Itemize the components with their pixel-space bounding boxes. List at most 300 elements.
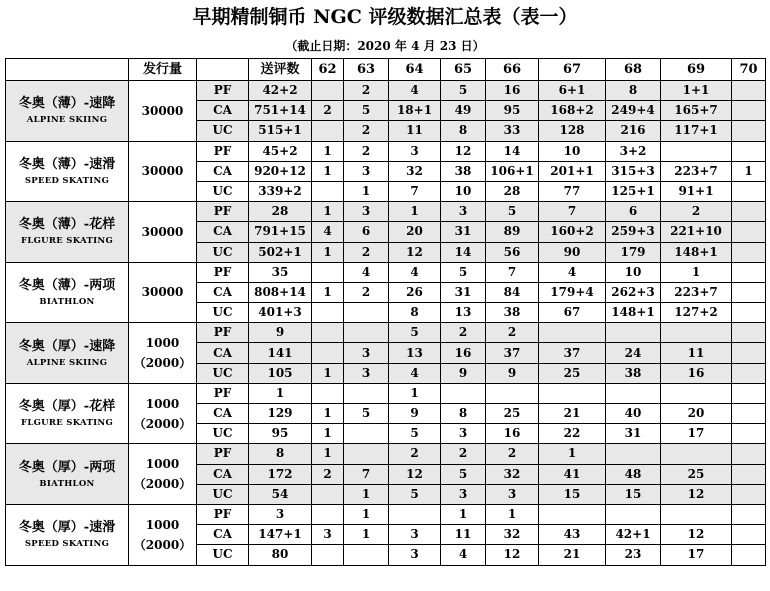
coin-name-cn: 冬奥（薄）-花样 xyxy=(18,217,116,233)
grade-type-cell: PF xyxy=(197,262,249,282)
grade-count-cell: 1 xyxy=(344,181,389,201)
coin-name-en: FLGURE SKATING xyxy=(20,236,114,247)
header-grade-63: 63 xyxy=(344,59,389,81)
grade-count-cell xyxy=(606,504,661,524)
grade-type-cell: CA xyxy=(197,343,249,363)
total-submitted-cell: 80 xyxy=(249,545,312,565)
grade-count-cell: 1 xyxy=(389,202,441,222)
issue-quantity: 30000 xyxy=(141,164,184,179)
grade-count-cell: 17 xyxy=(661,424,732,444)
grade-type-cell: PF xyxy=(197,81,249,101)
grade-count-cell xyxy=(661,504,732,524)
grade-count-cell: 5 xyxy=(344,101,389,121)
grade-count-cell: 3 xyxy=(441,202,486,222)
grade-count-cell: 12 xyxy=(389,242,441,262)
header-total: 送评数 xyxy=(249,59,312,81)
grade-count-cell xyxy=(661,444,732,464)
grade-count-cell: 125+1 xyxy=(606,181,661,201)
coin-name-en: BIATHLON xyxy=(39,478,95,489)
header-name-cell xyxy=(6,59,129,81)
grade-count-cell: 1 xyxy=(312,363,344,383)
grade-count-cell: 1 xyxy=(344,484,389,504)
grade-count-cell: 165+7 xyxy=(661,101,732,121)
grade-count-cell: 8 xyxy=(441,404,486,424)
total-submitted-cell: 791+15 xyxy=(249,222,312,242)
grade-count-cell: 25 xyxy=(486,404,539,424)
coin-name-cell xyxy=(6,202,129,263)
coin-name-en: FLGURE SKATING xyxy=(20,418,114,429)
grade-count-cell: 2 xyxy=(389,444,441,464)
grade-count-cell: 7 xyxy=(344,464,389,484)
issue-quantity: 30000 xyxy=(141,285,184,300)
grade-count-cell: 9 xyxy=(441,363,486,383)
grade-count-cell: 77 xyxy=(539,181,606,201)
grade-count-cell xyxy=(312,81,344,101)
grade-count-cell: 32 xyxy=(486,464,539,484)
coin-name-cell xyxy=(6,262,129,323)
grade-type-cell: PF xyxy=(197,141,249,161)
grade-type-cell: UC xyxy=(197,242,249,262)
grade-type-cell: CA xyxy=(197,101,249,121)
grade-count-cell: 179 xyxy=(606,242,661,262)
grade-count-cell: 42+1 xyxy=(606,525,661,545)
grade-count-cell: 15 xyxy=(539,484,606,504)
grade-type-cell: PF xyxy=(197,383,249,403)
grade-count-cell: 7 xyxy=(389,181,441,201)
coin-name-cn: 冬奥（厚）-速滑 xyxy=(18,520,116,536)
grade-count-cell: 4 xyxy=(389,363,441,383)
grade-count-cell: 3 xyxy=(486,484,539,504)
grade-count-cell: 1 xyxy=(486,504,539,524)
issue-quantity: 30000 xyxy=(141,224,184,239)
issue-quantity: 1000 xyxy=(145,517,180,532)
grade-count-cell: 8 xyxy=(606,81,661,101)
grade-count-cell xyxy=(732,323,766,343)
grade-count-cell: 3 xyxy=(389,525,441,545)
grade-count-cell: 262+3 xyxy=(606,282,661,302)
grade-count-cell: 12 xyxy=(441,141,486,161)
grade-type-cell: UC xyxy=(197,303,249,323)
grade-count-cell xyxy=(732,181,766,201)
grade-count-cell: 3 xyxy=(441,484,486,504)
grade-count-cell xyxy=(661,141,732,161)
issue-quantity-cell xyxy=(129,383,197,444)
grade-count-cell: 1 xyxy=(441,504,486,524)
total-submitted-cell: 9 xyxy=(249,323,312,343)
grade-count-cell: 4 xyxy=(389,262,441,282)
grade-count-cell: 22 xyxy=(539,424,606,444)
table-row xyxy=(6,202,766,222)
grade-count-cell: 10 xyxy=(441,181,486,201)
grade-count-cell: 5 xyxy=(389,424,441,444)
grade-count-cell: 16 xyxy=(486,424,539,444)
grade-count-cell: 106+1 xyxy=(486,161,539,181)
issue-quantity: （2000） xyxy=(133,416,192,431)
grade-count-cell: 7 xyxy=(539,202,606,222)
grade-count-cell xyxy=(732,121,766,141)
grade-count-cell: 6 xyxy=(606,202,661,222)
grade-count-cell: 32 xyxy=(389,161,441,181)
grade-count-cell: 168+2 xyxy=(539,101,606,121)
grade-type-cell: PF xyxy=(197,444,249,464)
issue-quantity-cell xyxy=(129,141,197,202)
grade-type-cell: CA xyxy=(197,282,249,302)
grade-count-cell xyxy=(732,282,766,302)
grade-count-cell: 12 xyxy=(661,525,732,545)
grade-count-cell xyxy=(732,363,766,383)
grade-count-cell xyxy=(732,464,766,484)
grade-count-cell: 1 xyxy=(312,404,344,424)
grade-count-cell: 4 xyxy=(312,222,344,242)
issue-quantity: 30000 xyxy=(141,103,184,118)
grade-count-cell: 9 xyxy=(486,363,539,383)
grade-count-cell: 21 xyxy=(539,404,606,424)
grade-count-cell: 31 xyxy=(441,222,486,242)
total-submitted-cell: 515+1 xyxy=(249,121,312,141)
grade-count-cell: 14 xyxy=(486,141,539,161)
grade-count-cell xyxy=(732,262,766,282)
header-grade-67: 67 xyxy=(539,59,606,81)
grade-count-cell: 11 xyxy=(441,525,486,545)
total-submitted-cell: 8 xyxy=(249,444,312,464)
grade-count-cell: 3 xyxy=(344,343,389,363)
grade-count-cell: 223+7 xyxy=(661,282,732,302)
total-submitted-cell: 95 xyxy=(249,424,312,444)
grade-count-cell: 2 xyxy=(486,323,539,343)
grade-count-cell: 128 xyxy=(539,121,606,141)
header-grade-70: 70 xyxy=(732,59,766,81)
grade-count-cell: 24 xyxy=(606,343,661,363)
total-submitted-cell: 1 xyxy=(249,383,312,403)
grade-count-cell: 3 xyxy=(344,202,389,222)
grade-count-cell xyxy=(344,383,389,403)
grade-count-cell: 7 xyxy=(486,262,539,282)
grade-count-cell: 1 xyxy=(539,444,606,464)
coin-name-en: ALPINE SKIING xyxy=(26,115,108,126)
grade-count-cell: 43 xyxy=(539,525,606,545)
grade-count-cell: 25 xyxy=(661,464,732,484)
grade-count-cell xyxy=(312,484,344,504)
grade-count-cell: 32 xyxy=(486,525,539,545)
grade-count-cell: 3 xyxy=(389,141,441,161)
grade-count-cell xyxy=(606,383,661,403)
grade-count-cell xyxy=(312,181,344,201)
coin-name-en: ALPINE SKIING xyxy=(26,357,108,368)
grade-count-cell: 3 xyxy=(312,525,344,545)
grade-count-cell xyxy=(732,404,766,424)
grade-count-cell xyxy=(732,343,766,363)
grade-count-cell xyxy=(732,424,766,444)
grade-count-cell: 5 xyxy=(441,262,486,282)
grade-count-cell: 3+2 xyxy=(606,141,661,161)
coin-name-cell xyxy=(6,504,129,565)
grade-type-cell: CA xyxy=(197,222,249,242)
grade-count-cell xyxy=(312,262,344,282)
grade-count-cell: 3 xyxy=(344,363,389,383)
grade-type-cell: UC xyxy=(197,484,249,504)
grade-count-cell: 12 xyxy=(389,464,441,484)
grade-count-cell xyxy=(732,141,766,161)
grade-count-cell xyxy=(312,383,344,403)
grade-count-cell: 48 xyxy=(606,464,661,484)
grade-count-cell: 259+3 xyxy=(606,222,661,242)
grade-count-cell: 37 xyxy=(539,343,606,363)
coin-name-en: BIATHLON xyxy=(39,296,95,307)
grade-count-cell xyxy=(732,202,766,222)
grade-count-cell xyxy=(312,303,344,323)
grade-count-cell: 10 xyxy=(606,262,661,282)
grade-count-cell xyxy=(312,121,344,141)
header-issue: 发行量 xyxy=(129,59,197,81)
coin-name-cn: 冬奥（厚）-两项 xyxy=(18,459,116,475)
issue-quantity: 1000 xyxy=(145,336,180,351)
coin-name-cn: 冬奥（厚）-速降 xyxy=(18,338,116,354)
grade-count-cell: 2 xyxy=(661,202,732,222)
grade-count-cell: 23 xyxy=(606,545,661,565)
coin-name-cell xyxy=(6,383,129,444)
grade-count-cell xyxy=(732,81,766,101)
issue-quantity-cell xyxy=(129,444,197,505)
issue-quantity-cell xyxy=(129,323,197,384)
grade-count-cell: 117+1 xyxy=(661,121,732,141)
grade-count-cell: 2 xyxy=(312,464,344,484)
grade-count-cell: 20 xyxy=(389,222,441,242)
issue-quantity: 1000 xyxy=(145,396,180,411)
grade-count-cell: 89 xyxy=(486,222,539,242)
grade-count-cell: 1+1 xyxy=(661,81,732,101)
grade-count-cell xyxy=(312,504,344,524)
grade-count-cell: 33 xyxy=(486,121,539,141)
grade-type-cell: CA xyxy=(197,404,249,424)
grade-type-cell: UC xyxy=(197,363,249,383)
grade-count-cell: 148+1 xyxy=(606,303,661,323)
ngc-grading-table xyxy=(5,58,766,566)
grade-type-cell: PF xyxy=(197,202,249,222)
grade-count-cell: 2 xyxy=(344,141,389,161)
grade-count-cell: 2 xyxy=(344,282,389,302)
table-row xyxy=(6,383,766,403)
grade-count-cell: 1 xyxy=(312,141,344,161)
table-row xyxy=(6,81,766,101)
page-subtitle: （截止日期：2020 年 4 月 23 日） xyxy=(285,39,485,53)
grade-count-cell: 4 xyxy=(539,262,606,282)
grade-count-cell: 1 xyxy=(732,161,766,181)
total-submitted-cell: 751+14 xyxy=(249,101,312,121)
grade-count-cell: 18+1 xyxy=(389,101,441,121)
coin-name-cell xyxy=(6,81,129,142)
grade-count-cell: 3 xyxy=(344,161,389,181)
grade-count-cell xyxy=(344,303,389,323)
grade-count-cell: 223+7 xyxy=(661,161,732,181)
grade-type-cell: CA xyxy=(197,161,249,181)
grade-count-cell: 90 xyxy=(539,242,606,262)
grade-count-cell xyxy=(732,545,766,565)
grade-count-cell: 16 xyxy=(441,343,486,363)
grade-count-cell: 2 xyxy=(441,444,486,464)
grade-count-cell: 2 xyxy=(344,242,389,262)
total-submitted-cell: 3 xyxy=(249,504,312,524)
grade-count-cell: 16 xyxy=(661,363,732,383)
grade-count-cell: 26 xyxy=(389,282,441,302)
total-submitted-cell: 141 xyxy=(249,343,312,363)
grade-count-cell: 37 xyxy=(486,343,539,363)
grade-count-cell: 13 xyxy=(441,303,486,323)
grade-count-cell: 11 xyxy=(389,121,441,141)
grade-type-cell: CA xyxy=(197,464,249,484)
coin-name-en: SPEED SKATING xyxy=(24,175,110,186)
total-submitted-cell: 147+1 xyxy=(249,525,312,545)
table-row xyxy=(6,323,766,343)
total-submitted-cell: 45+2 xyxy=(249,141,312,161)
grade-count-cell: 38 xyxy=(486,303,539,323)
issue-quantity: （2000） xyxy=(133,537,192,552)
total-submitted-cell: 502+1 xyxy=(249,242,312,262)
total-submitted-cell: 28 xyxy=(249,202,312,222)
header-grade-65: 65 xyxy=(441,59,486,81)
page-title: 早期精制铜币 NGC 评级数据汇总表（表一） xyxy=(192,6,578,28)
grade-count-cell xyxy=(732,525,766,545)
grade-count-cell: 21 xyxy=(539,545,606,565)
grade-count-cell: 8 xyxy=(389,303,441,323)
grade-count-cell xyxy=(661,383,732,403)
grade-count-cell xyxy=(606,323,661,343)
grade-count-cell: 5 xyxy=(389,323,441,343)
grade-count-cell: 5 xyxy=(441,464,486,484)
grade-count-cell: 12 xyxy=(486,545,539,565)
issue-quantity: 1000 xyxy=(145,457,180,472)
total-submitted-cell: 105 xyxy=(249,363,312,383)
grade-count-cell: 4 xyxy=(441,545,486,565)
grade-count-cell: 1 xyxy=(312,282,344,302)
grade-count-cell: 3 xyxy=(441,424,486,444)
coin-name-en: SPEED SKATING xyxy=(24,539,110,550)
grade-count-cell: 8 xyxy=(441,121,486,141)
total-submitted-cell: 54 xyxy=(249,484,312,504)
grade-count-cell: 5 xyxy=(486,202,539,222)
grade-count-cell xyxy=(312,545,344,565)
grade-count-cell: 160+2 xyxy=(539,222,606,242)
grade-count-cell: 67 xyxy=(539,303,606,323)
grade-count-cell: 13 xyxy=(389,343,441,363)
grade-count-cell: 56 xyxy=(486,242,539,262)
grade-count-cell xyxy=(344,424,389,444)
header-row xyxy=(6,59,766,81)
grade-count-cell: 38 xyxy=(441,161,486,181)
total-submitted-cell: 35 xyxy=(249,262,312,282)
grade-count-cell xyxy=(732,303,766,323)
grade-count-cell: 1 xyxy=(389,383,441,403)
grade-count-cell xyxy=(732,444,766,464)
grade-count-cell: 1 xyxy=(312,161,344,181)
grade-type-cell: UC xyxy=(197,181,249,201)
grade-count-cell: 17 xyxy=(661,545,732,565)
issue-quantity-cell xyxy=(129,202,197,263)
grade-count-cell: 315+3 xyxy=(606,161,661,181)
grade-count-cell xyxy=(606,444,661,464)
grade-count-cell xyxy=(732,101,766,121)
coin-name-cn: 冬奥（薄）-两项 xyxy=(18,277,116,293)
grade-count-cell xyxy=(732,242,766,262)
coin-name-cn: 冬奥（薄）-速滑 xyxy=(18,156,116,172)
issue-quantity-cell xyxy=(129,262,197,323)
grade-count-cell: 216 xyxy=(606,121,661,141)
total-submitted-cell: 808+14 xyxy=(249,282,312,302)
total-submitted-cell: 129 xyxy=(249,404,312,424)
header-grade-64: 64 xyxy=(389,59,441,81)
grade-count-cell: 5 xyxy=(441,81,486,101)
grade-count-cell: 1 xyxy=(312,424,344,444)
grade-count-cell xyxy=(661,323,732,343)
grade-count-cell: 11 xyxy=(661,343,732,363)
grade-count-cell: 10 xyxy=(539,141,606,161)
grade-count-cell: 95 xyxy=(486,101,539,121)
grade-count-cell xyxy=(344,444,389,464)
grade-count-cell: 4 xyxy=(344,262,389,282)
header-grade xyxy=(197,59,249,81)
grade-type-cell: CA xyxy=(197,525,249,545)
grade-count-cell: 148+1 xyxy=(661,242,732,262)
grade-count-cell xyxy=(486,383,539,403)
total-submitted-cell: 172 xyxy=(249,464,312,484)
grade-count-cell: 4 xyxy=(389,81,441,101)
grade-count-cell xyxy=(539,504,606,524)
grade-count-cell: 1 xyxy=(312,202,344,222)
grade-count-cell: 221+10 xyxy=(661,222,732,242)
grade-count-cell: 38 xyxy=(606,363,661,383)
header-grade-68: 68 xyxy=(606,59,661,81)
grade-type-cell: UC xyxy=(197,545,249,565)
grade-count-cell xyxy=(312,343,344,363)
grade-count-cell: 28 xyxy=(486,181,539,201)
grade-count-cell xyxy=(389,504,441,524)
grade-count-cell xyxy=(539,323,606,343)
grade-count-cell: 3 xyxy=(389,545,441,565)
issue-quantity-cell xyxy=(129,504,197,565)
grade-count-cell xyxy=(344,545,389,565)
grade-count-cell: 201+1 xyxy=(539,161,606,181)
total-submitted-cell: 339+2 xyxy=(249,181,312,201)
grade-count-cell: 25 xyxy=(539,363,606,383)
grade-count-cell: 49 xyxy=(441,101,486,121)
grade-count-cell: 1 xyxy=(344,525,389,545)
grade-type-cell: PF xyxy=(197,323,249,343)
table-row xyxy=(6,262,766,282)
grade-count-cell: 2 xyxy=(344,121,389,141)
grade-count-cell xyxy=(539,383,606,403)
grade-count-cell xyxy=(732,383,766,403)
grade-count-cell: 1 xyxy=(312,444,344,464)
table-row xyxy=(6,141,766,161)
grade-count-cell: 16 xyxy=(486,81,539,101)
grade-count-cell: 6+1 xyxy=(539,81,606,101)
grade-count-cell: 31 xyxy=(606,424,661,444)
grade-count-cell: 84 xyxy=(486,282,539,302)
coin-name-cell xyxy=(6,444,129,505)
grade-count-cell xyxy=(732,504,766,524)
grade-count-cell: 1 xyxy=(661,262,732,282)
grade-count-cell: 31 xyxy=(441,282,486,302)
grade-count-cell: 2 xyxy=(441,323,486,343)
grade-count-cell: 249+4 xyxy=(606,101,661,121)
grade-count-cell: 1 xyxy=(344,504,389,524)
header-grade-66: 66 xyxy=(486,59,539,81)
grade-type-cell: UC xyxy=(197,424,249,444)
grade-count-cell: 127+2 xyxy=(661,303,732,323)
issue-quantity-cell xyxy=(129,81,197,142)
grade-count-cell: 91+1 xyxy=(661,181,732,201)
grade-count-cell: 41 xyxy=(539,464,606,484)
grade-count-cell: 40 xyxy=(606,404,661,424)
